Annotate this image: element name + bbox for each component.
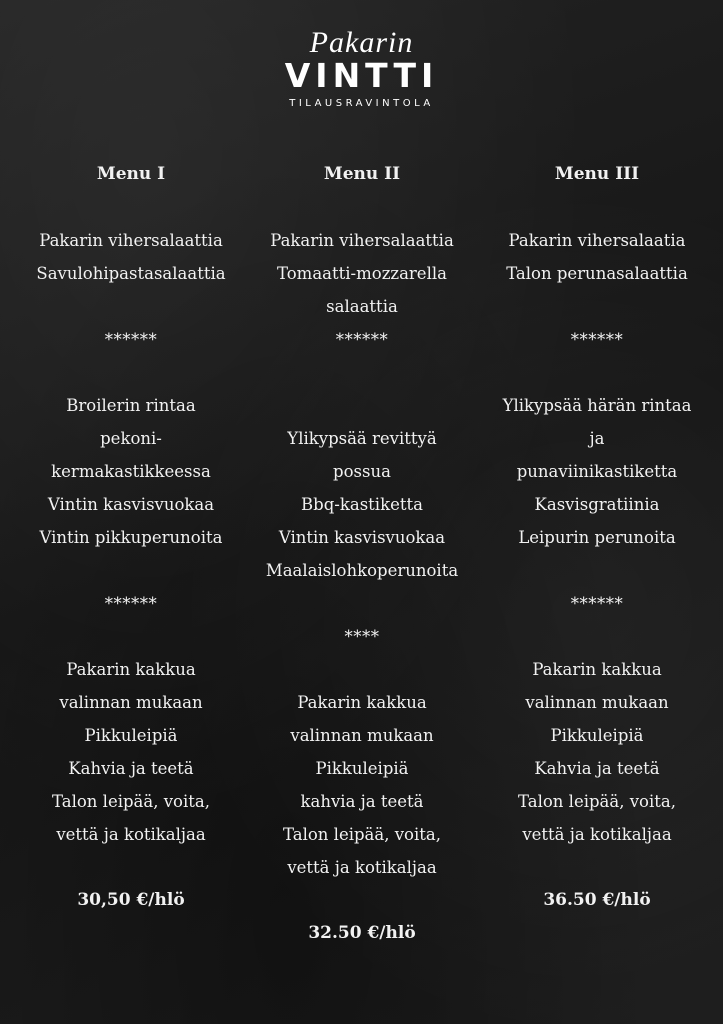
dessert-item: Kahvia ja teetä xyxy=(534,759,660,778)
dessert-item: vettä ja kotikaljaa xyxy=(56,825,206,844)
main-item: Leipurin perunoita xyxy=(518,528,676,547)
logo-main-text: VINTTI xyxy=(284,56,439,95)
main-item: kermakastikkeessa xyxy=(51,462,211,481)
starter-item: Talon perunasalaattia xyxy=(506,264,688,283)
menu-column-2 xyxy=(250,158,474,950)
main-item: possua xyxy=(333,462,391,481)
main-item: Vintin kasvisvuokaa xyxy=(278,528,446,547)
menu-column-3 xyxy=(484,158,710,917)
starter-item: Savulohipastasalaattia xyxy=(36,264,226,283)
main-item: Ylikypsää revittyä xyxy=(287,429,437,448)
dessert-item: valinnan mukaan xyxy=(59,693,203,712)
starter-item: Pakarin vihersalaattia xyxy=(39,231,223,250)
dessert-item: Pikkuleipiä xyxy=(84,726,178,745)
menu-column-1 xyxy=(18,158,244,917)
main-item: Ylikypsää härän rintaa xyxy=(502,396,692,415)
course-separator: ****** xyxy=(104,330,158,349)
main-item: ja xyxy=(589,429,605,448)
dessert-item: Pikkuleipiä xyxy=(315,759,409,778)
main-item: Vintin pikkuperunoita xyxy=(39,528,223,547)
restaurant-logo xyxy=(0,26,723,109)
dessert-item: Pakarin kakkua xyxy=(532,660,662,679)
menu-price: 32.50 €/hlö xyxy=(308,923,416,943)
dessert-item: Talon leipää, voita, xyxy=(518,792,676,811)
dessert-item: kahvia ja teetä xyxy=(300,792,424,811)
course-separator: ****** xyxy=(335,330,389,349)
dessert-item: Pakarin kakkua xyxy=(297,693,427,712)
dessert-item: Pakarin kakkua xyxy=(66,660,196,679)
logo-script-text: Pakarin xyxy=(309,26,414,59)
dessert-item: vettä ja kotikaljaa xyxy=(287,858,437,877)
dessert-item: Pikkuleipiä xyxy=(550,726,644,745)
main-item: Maalaislohkoperunoita xyxy=(265,561,459,580)
dessert-item: Kahvia ja teetä xyxy=(68,759,194,778)
menu-price: 30,50 €/hlö xyxy=(77,890,185,910)
main-item: Vintin kasvisvuokaa xyxy=(47,495,215,514)
starter-item: salaattia xyxy=(326,297,398,316)
dessert-item: vettä ja kotikaljaa xyxy=(522,825,672,844)
course-separator: ****** xyxy=(104,594,158,613)
dessert-item: Talon leipää, voita, xyxy=(283,825,441,844)
main-item: pekoni- xyxy=(100,429,162,448)
main-item: punaviinikastiketta xyxy=(516,462,678,481)
menu-title: Menu II xyxy=(323,164,401,184)
menu-price: 36.50 €/hlö xyxy=(543,890,651,910)
starter-item: Tomaatti-mozzarella xyxy=(277,264,447,283)
course-separator: ****** xyxy=(570,594,624,613)
logo-subtitle: TILAUSRAVINTOLA xyxy=(289,98,434,109)
dessert-item: Talon leipää, voita, xyxy=(52,792,210,811)
dessert-item: valinnan mukaan xyxy=(290,726,434,745)
main-item: Broilerin rintaa xyxy=(66,396,196,415)
course-separator: ****** xyxy=(570,330,624,349)
main-item: Bbq-kastiketta xyxy=(301,495,423,514)
dessert-item: valinnan mukaan xyxy=(525,693,669,712)
main-item: Kasvisgratiinia xyxy=(534,495,660,514)
menu-title: Menu I xyxy=(96,164,166,184)
starter-item: Pakarin vihersalaattia xyxy=(270,231,454,250)
starter-item: Pakarin vihersalaatia xyxy=(508,231,686,250)
course-separator: **** xyxy=(344,627,380,646)
menu-title: Menu III xyxy=(554,164,640,184)
